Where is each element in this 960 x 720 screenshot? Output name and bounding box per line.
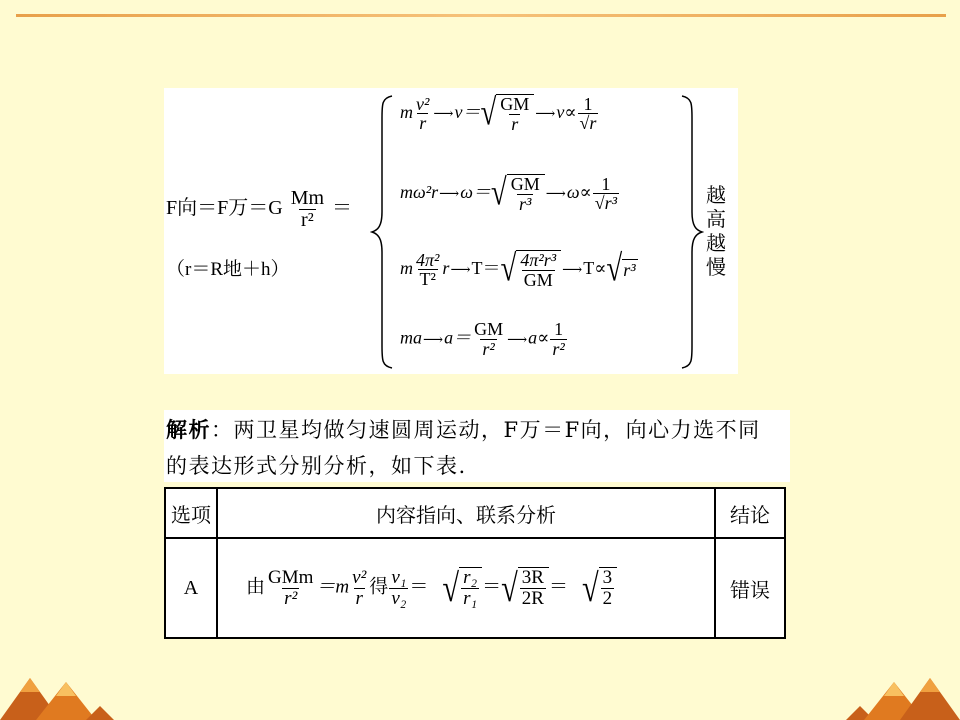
formula-panel [164, 88, 738, 374]
analysis-label: 解析 [166, 417, 211, 442]
r1-left: m [400, 102, 413, 123]
content-sqrt-2: √ $\frac{3R}{2R}$ [501, 567, 549, 609]
r2-left: mω²r [400, 182, 439, 203]
r3-frac [414, 251, 441, 290]
r1-res-num: 1 [583, 93, 593, 114]
content-eq2: ＝ [409, 576, 429, 598]
analysis-line-1 [166, 414, 761, 444]
content-frac-1 [266, 568, 315, 609]
table-row [165, 538, 785, 638]
content-sqrt-3: √ $\frac{3}{2}$ [582, 567, 617, 609]
content-sqrt-1: √ $\frac{\text{r₂}}{\text{r₁}}$ [442, 567, 482, 609]
r4-res-den: r² [552, 338, 565, 359]
r1-sqrt-num: GM [500, 94, 530, 114]
lhs-text: F向＝F万＝G [166, 197, 283, 220]
lhs-condition: （r＝R地＋h） [166, 259, 290, 280]
r2-res: ω∝ [566, 182, 592, 203]
lhs-fraction [289, 188, 326, 231]
r2-sqrt-den: r³ [519, 193, 532, 214]
arrow-icon: ⟶ [507, 332, 528, 348]
r2-sqrt-num: GM [510, 174, 540, 194]
content-prefix: 由 [246, 576, 266, 598]
arrow-icon: ⟶ [439, 187, 460, 203]
analysis-text-1: ：两卫星均做匀速圆周运动，F万＝F向，向心力选不同 [211, 418, 761, 442]
lhs-frac-den: r² [301, 209, 314, 231]
r4-frac [472, 320, 505, 359]
r3-sqrt-den: GM [523, 269, 553, 290]
table-header-row [165, 488, 785, 538]
row-option: A [165, 538, 217, 638]
s1-num: r₂ [463, 567, 478, 589]
content-frac-2 [350, 568, 368, 609]
r2-res-frac [593, 175, 619, 214]
r3-after: r [442, 258, 450, 279]
r2-res-num: 1 [601, 173, 611, 194]
f1-den: r² [284, 587, 298, 609]
header-option: 选项 [165, 488, 217, 538]
corner-decoration-icon [0, 660, 120, 720]
arrow-icon: ⟶ [450, 263, 471, 279]
s2-num: 3R [521, 567, 544, 589]
r1-num: v² [416, 93, 430, 114]
r2-mid: ω＝ [460, 182, 491, 203]
header-divider [16, 14, 946, 17]
r1-res: v∝ [556, 102, 577, 123]
r3-res-sqrt-body: r³ [623, 259, 636, 280]
r1-sqrt-den: r [511, 113, 519, 134]
r4-den: r² [482, 338, 495, 359]
f2-num: v² [352, 566, 367, 588]
f1-num: GMm [268, 566, 314, 588]
header-content: 内容指向、联系分析 [217, 488, 715, 538]
r1-res-frac [578, 95, 599, 134]
formula-row-4 [400, 320, 568, 359]
row-content [217, 538, 715, 638]
arrow-icon: ⟶ [562, 263, 583, 279]
formula-row-3 [400, 250, 638, 290]
conclusion-char: 慢 [706, 257, 726, 279]
r3-sqrt-num: 4π²r³ [520, 250, 557, 270]
analysis-table [164, 487, 786, 639]
r1-mid: v＝ [454, 102, 481, 123]
r3-den: T² [419, 269, 436, 290]
arrow-icon: ⟶ [535, 107, 556, 123]
r1-sqrt: √ $\frac{GM}{r}$ [480, 94, 534, 134]
analysis-table-panel [164, 487, 786, 639]
analysis-line-2: 的表达形式分别分析，如下表. [166, 454, 467, 478]
r1-frac [414, 95, 431, 134]
arrow-icon: ⟶ [545, 187, 566, 203]
r3-mid: T＝ [471, 258, 501, 279]
r3-sqrt: √ $\frac{\text{4π²r³}}{GM}$ [501, 250, 562, 290]
lhs-eq: ＝ [332, 197, 353, 220]
corner-decoration-icon [840, 660, 960, 720]
content-frac-3 [389, 568, 408, 609]
r1-res-den: √r [579, 113, 597, 134]
s1-den: r₁ [463, 588, 478, 609]
r4-num: GM [474, 319, 504, 339]
r4-res-frac [550, 320, 566, 359]
conclusion-char: 越 [706, 185, 726, 207]
r4-res: a∝ [528, 327, 550, 348]
r4-mid: a＝ [444, 327, 472, 348]
r1-den: r [419, 113, 427, 134]
content-de: 得 [369, 576, 389, 598]
analysis-panel [164, 410, 790, 482]
formula-lhs [166, 188, 352, 231]
conclusion-char: 越 [706, 233, 726, 255]
f3-den: v₂ [391, 587, 407, 609]
right-brace [680, 94, 704, 370]
row-conclusion: 错误 [715, 538, 785, 638]
lhs-frac-num: Mm [290, 187, 325, 209]
r4-res-num: 1 [554, 319, 564, 339]
conclusion-vertical [704, 184, 728, 280]
r3-res: T∝ [583, 258, 607, 279]
r3-res-sqrt: √ r³ [606, 248, 636, 291]
content-eq1: ＝m [316, 576, 350, 598]
s3-den: 2 [602, 588, 613, 609]
r3-left: m [400, 258, 413, 279]
s2-den: 2R [521, 588, 544, 609]
f2-den: r [355, 587, 363, 609]
r2-res-den: √r³ [594, 193, 617, 214]
formula-row-1 [400, 94, 599, 134]
conclusion-char: 高 [706, 209, 726, 231]
f3-num: v₁ [391, 566, 407, 588]
left-brace [370, 94, 396, 370]
content-eq3: ＝ [482, 576, 502, 598]
arrow-icon: ⟶ [423, 332, 444, 348]
content-eq4: ＝ [548, 576, 568, 598]
s3-num: 3 [602, 567, 613, 589]
formula-row-2 [400, 174, 620, 214]
r3-num: 4π² [416, 249, 440, 270]
header-conclusion: 结论 [715, 488, 785, 538]
arrow-icon: ⟶ [433, 107, 454, 123]
r4-left: ma [400, 327, 422, 348]
r2-sqrt: √ $\frac{GM}{\text{r³}}$ [491, 174, 545, 214]
